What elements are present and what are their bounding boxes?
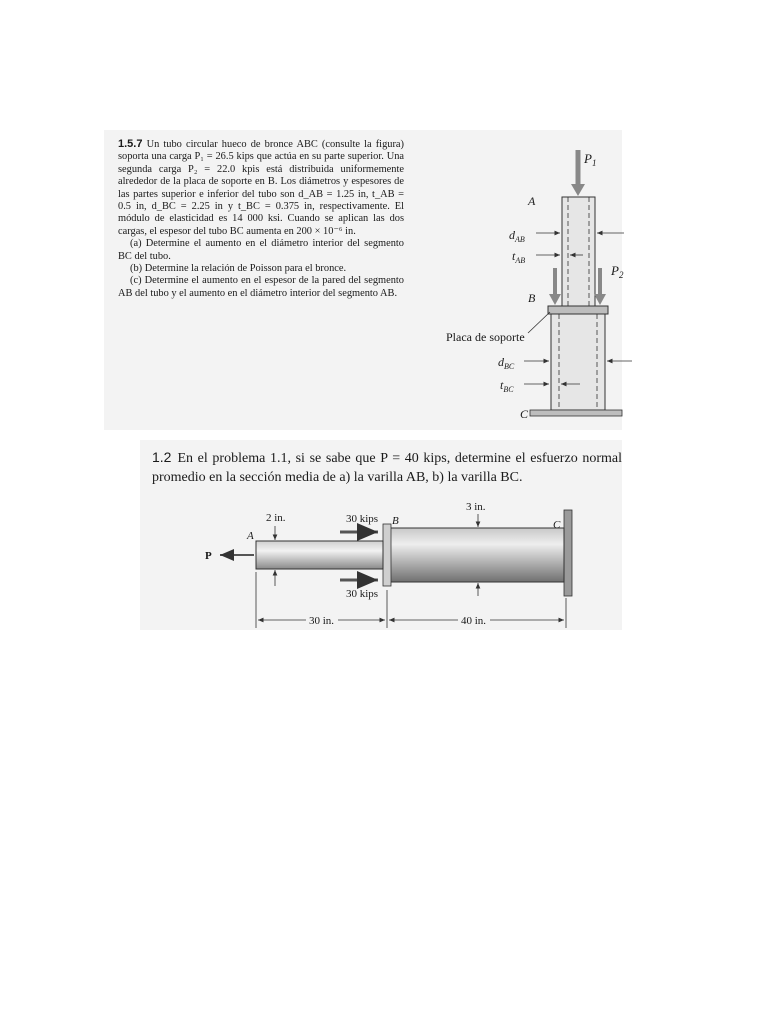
collar-b <box>383 524 391 586</box>
label-30kips-bottom: 30 kips <box>346 588 379 600</box>
part-a: (a) Determine el aumento en el diámetro interior del segmento BC del tubo. <box>118 238 404 262</box>
label-point-a: A <box>247 530 254 542</box>
label-point-a: A <box>528 194 536 208</box>
label-d-ab: $d_{AB}$ <box>509 228 525 244</box>
label-point-b: B <box>392 515 399 527</box>
label-point-c: C <box>520 407 529 421</box>
label-p1: $P_1$ <box>584 151 597 168</box>
label-length-30in: 30 in. <box>309 615 335 627</box>
label-diameter-2in: 2 in. <box>266 512 286 524</box>
label-p2: $P_2$ <box>611 263 624 280</box>
label-d-bc: $d_{BC}$ <box>498 355 515 371</box>
part-b: (b) Determine la relación de Poisson para el bronce. <box>130 263 347 275</box>
label-point-b: B <box>528 291 536 305</box>
label-p: P <box>205 550 212 562</box>
part-c: (c) Determine el aumento en el espesor de la pared del segmento AB del tubo y el aumento en el diámetro interior del segmento AB. <box>118 275 404 299</box>
wall-support <box>564 510 572 596</box>
label-length-40in: 40 in. <box>461 615 487 627</box>
label-t-bc: $t_{BC}$ <box>500 378 514 394</box>
label-t-ab: $t_{AB}$ <box>512 249 526 265</box>
label-point-c: C <box>553 519 561 531</box>
problem-number: 1.5.7 <box>118 138 143 150</box>
label-support-plate: Placa de soporte <box>446 330 525 344</box>
problem-number: 1.2 <box>152 449 172 465</box>
problem-statement: Un tubo circular hueco de bronce ABC (consulte la figura) soporta una carga P₁ = 26.5 kips que actúa en su parte superior. Una segunda carga P₂ = 22.0 kpis está distribuida uniformemente alrededor de la placa de soporte en B. Los diámetros y espesores de las partes superior e inferior del tubo son d_AB = 1.25 in, t_AB = 0.5 in, d_BC = 2.25 in y t_BC = 0.375 in, respectivamente. El módulo de elasticidad es 14 000 ksi. Cuando se aplican las dos cargas, el espesor del tubo BC aumenta en 200 × 10⁻⁶ in. <box>118 139 404 237</box>
label-diameter-3in: 3 in. <box>466 501 486 513</box>
problem-statement: En el problema 1.1, si se sabe que P = 40 kips, determine el esfuerzo normal promedio en la sección media de a) la varilla AB, b) la varilla BC. <box>152 451 622 485</box>
label-30kips-top: 30 kips <box>346 513 379 525</box>
rod-ab <box>256 541 383 569</box>
rod-bc <box>390 528 564 582</box>
